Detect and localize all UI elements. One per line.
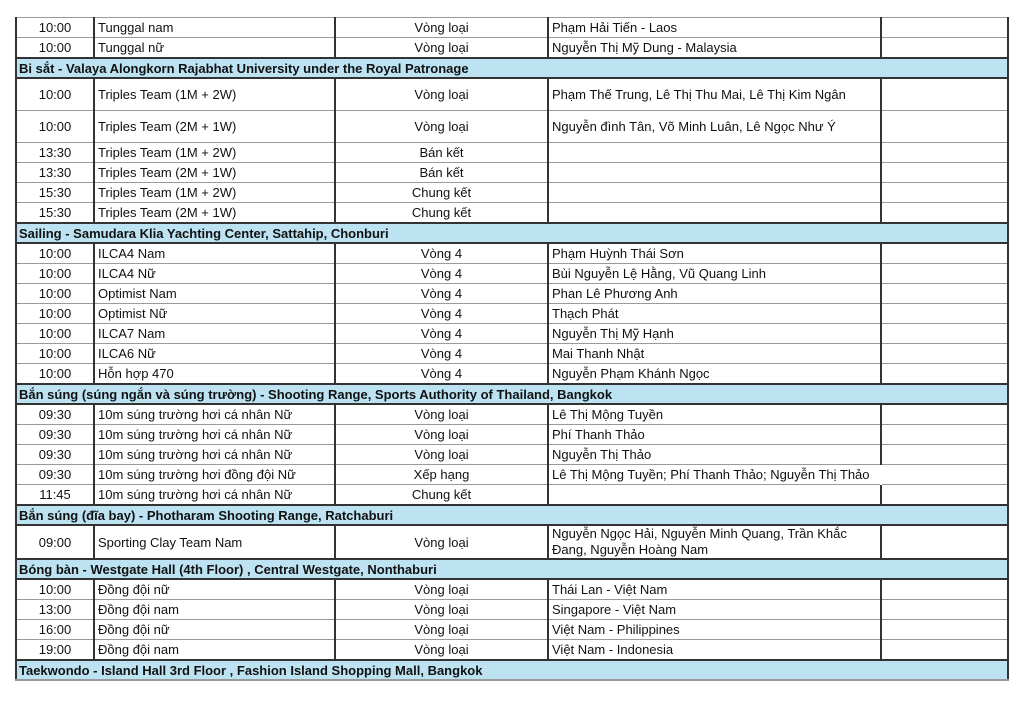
event-cell: Hỗn hợp 470 <box>94 364 335 385</box>
time-cell: 13:30 <box>16 143 94 163</box>
section-title: Bóng bàn - Westgate Hall (4th Floor) , Central Westgate, Nonthaburi <box>16 559 1008 579</box>
round-cell: Vòng loại <box>335 425 548 445</box>
time-cell: 10:00 <box>16 364 94 385</box>
time-cell: 13:30 <box>16 163 94 183</box>
round-cell: Vòng loại <box>335 38 548 59</box>
time-cell: 10:00 <box>16 243 94 264</box>
time-cell: 10:00 <box>16 344 94 364</box>
athletes-cell: Nguyễn đình Tân, Võ Minh Luân, Lê Ngọc Như Ý <box>548 111 881 143</box>
section-title: Bắn súng (đĩa bay) - Photharam Shooting Range, Ratchaburi <box>16 505 1008 525</box>
athletes-cell: Thái Lan - Việt Nam <box>548 579 881 600</box>
athletes-cell: Việt Nam - Indonesia <box>548 640 881 661</box>
section-header-table-tennis <box>16 559 1008 579</box>
note-cell <box>881 324 1008 344</box>
round-cell: Vòng loại <box>335 445 548 465</box>
event-cell: Triples Team (1M + 2W) <box>94 143 335 163</box>
time-cell: 10:00 <box>16 38 94 59</box>
round-cell: Vòng 4 <box>335 344 548 364</box>
time-cell: 10:00 <box>16 579 94 600</box>
table-row <box>16 304 1008 324</box>
athletes-cell <box>548 485 881 506</box>
event-cell: 10m súng trường hơi cá nhân Nữ <box>94 485 335 506</box>
time-cell: 09:00 <box>16 525 94 559</box>
time-cell: 10:00 <box>16 18 94 38</box>
round-cell: Vòng loại <box>335 18 548 38</box>
note-cell <box>881 620 1008 640</box>
round-cell: Vòng loại <box>335 404 548 425</box>
section-title: Sailing - Samudara Klia Yachting Center, Sattahip, Chonburi <box>16 223 1008 243</box>
round-cell: Vòng 4 <box>335 284 548 304</box>
event-cell: Tunggal nam <box>94 18 335 38</box>
table-row <box>16 264 1008 284</box>
round-cell: Vòng loại <box>335 78 548 111</box>
time-cell: 09:30 <box>16 425 94 445</box>
athletes-cell: Nguyễn Thị Mỹ Hạnh <box>548 324 881 344</box>
table-row <box>16 579 1008 600</box>
note-cell <box>881 600 1008 620</box>
table-row <box>16 485 1008 506</box>
athletes-cell: Phí Thanh Thảo <box>548 425 881 445</box>
section-header-sailing <box>16 223 1008 243</box>
time-cell: 10:00 <box>16 284 94 304</box>
athletes-cell: Phạm Huỳnh Thái Sơn <box>548 243 881 264</box>
athletes-cell: Việt Nam - Philippines <box>548 620 881 640</box>
note-cell <box>881 264 1008 284</box>
note-cell <box>881 465 1008 485</box>
time-cell: 16:00 <box>16 620 94 640</box>
note-cell <box>881 640 1008 661</box>
event-cell: Triples Team (2M + 1W) <box>94 203 335 224</box>
round-cell: Vòng loại <box>335 525 548 559</box>
round-cell: Chung kết <box>335 183 548 203</box>
table-row <box>16 163 1008 183</box>
schedule-table <box>15 17 1009 681</box>
athletes-cell: Lê Thị Mộng Tuyền <box>548 404 881 425</box>
round-cell: Vòng 4 <box>335 304 548 324</box>
athletes-cell: Phan Lê Phương Anh <box>548 284 881 304</box>
table-row <box>16 344 1008 364</box>
athletes-cell: Nguyễn Thị Thảo <box>548 445 881 465</box>
section-header-taekwondo <box>16 660 1008 680</box>
round-cell: Vòng loại <box>335 640 548 661</box>
note-cell <box>881 364 1008 385</box>
table-row <box>16 425 1008 445</box>
athletes-cell <box>548 203 881 224</box>
time-cell: 09:30 <box>16 404 94 425</box>
note-cell <box>881 38 1008 59</box>
section-header-shooting-rifle <box>16 384 1008 404</box>
table-row <box>16 404 1008 425</box>
note-cell <box>881 111 1008 143</box>
time-cell: 09:30 <box>16 465 94 485</box>
table-row <box>16 284 1008 304</box>
note-cell <box>881 579 1008 600</box>
table-row <box>16 18 1008 38</box>
table-row <box>16 324 1008 344</box>
note-cell <box>881 445 1008 465</box>
table-row <box>16 143 1008 163</box>
note-cell <box>881 203 1008 224</box>
round-cell: Vòng loại <box>335 620 548 640</box>
event-cell: 10m súng trường hơi cá nhân Nữ <box>94 404 335 425</box>
section-title: Bi sắt - Valaya Alongkorn Rajabhat University under the Royal Patronage <box>16 58 1008 78</box>
note-cell <box>881 243 1008 264</box>
athletes-cell: Phạm Thế Trung, Lê Thị Thu Mai, Lê Thị Kim Ngân <box>548 78 881 111</box>
athletes-cell <box>548 143 881 163</box>
table-row <box>16 640 1008 661</box>
table-row <box>16 364 1008 385</box>
event-cell: 10m súng trường hơi đồng đội Nữ <box>94 465 335 485</box>
note-cell <box>881 78 1008 111</box>
time-cell: 10:00 <box>16 264 94 284</box>
event-cell: Đồng đội nữ <box>94 620 335 640</box>
note-cell <box>881 18 1008 38</box>
note-cell <box>881 525 1008 559</box>
event-cell: Triples Team (2M + 1W) <box>94 111 335 143</box>
note-cell <box>881 344 1008 364</box>
round-cell: Vòng loại <box>335 600 548 620</box>
round-cell: Vòng loại <box>335 579 548 600</box>
round-cell: Vòng 4 <box>335 264 548 284</box>
round-cell: Chung kết <box>335 203 548 224</box>
athletes-cell <box>548 163 881 183</box>
event-cell: ILCA4 Nữ <box>94 264 335 284</box>
time-cell: 15:30 <box>16 183 94 203</box>
note-cell <box>881 284 1008 304</box>
table-row <box>16 78 1008 111</box>
athletes-cell: Nguyễn Phạm Khánh Ngọc <box>548 364 881 385</box>
note-cell <box>881 485 1008 506</box>
table-row <box>16 525 1008 559</box>
time-cell: 19:00 <box>16 640 94 661</box>
event-cell: ILCA6 Nữ <box>94 344 335 364</box>
event-cell: Triples Team (2M + 1W) <box>94 163 335 183</box>
athletes-cell: Lê Thị Mộng Tuyền; Phí Thanh Thảo; Nguyễn Thị Thảo <box>548 465 881 485</box>
round-cell: Vòng 4 <box>335 324 548 344</box>
time-cell: 09:30 <box>16 445 94 465</box>
section-header-petanque <box>16 58 1008 78</box>
round-cell: Chung kết <box>335 485 548 506</box>
table-row <box>16 620 1008 640</box>
table-row <box>16 243 1008 264</box>
event-cell: Sporting Clay Team Nam <box>94 525 335 559</box>
athletes-cell: Nguyễn Thị Mỹ Dung - Malaysia <box>548 38 881 59</box>
table-row <box>16 183 1008 203</box>
round-cell: Vòng 4 <box>335 364 548 385</box>
athletes-cell: Mai Thanh Nhật <box>548 344 881 364</box>
event-cell: ILCA7 Nam <box>94 324 335 344</box>
athletes-cell: Nguyễn Ngọc Hải, Nguyễn Minh Quang, Trần Khắc Đang, Nguyễn Hoàng Nam <box>548 525 881 559</box>
table-row <box>16 203 1008 224</box>
event-cell: Optimist Nữ <box>94 304 335 324</box>
time-cell: 10:00 <box>16 304 94 324</box>
time-cell: 10:00 <box>16 111 94 143</box>
round-cell: Vòng 4 <box>335 243 548 264</box>
table-row <box>16 600 1008 620</box>
table-row <box>16 111 1008 143</box>
athletes-cell: Phạm Hải Tiến - Laos <box>548 18 881 38</box>
round-cell: Xếp hạng <box>335 465 548 485</box>
event-cell: 10m súng trường hơi cá nhân Nữ <box>94 425 335 445</box>
round-cell: Bán kết <box>335 143 548 163</box>
event-cell: ILCA4 Nam <box>94 243 335 264</box>
athletes-cell: Bùi Nguyễn Lệ Hằng, Vũ Quang Linh <box>548 264 881 284</box>
note-cell <box>881 163 1008 183</box>
note-cell <box>881 183 1008 203</box>
time-cell: 10:00 <box>16 324 94 344</box>
section-title: Bắn súng (súng ngắn và súng trường) - Shooting Range, Sports Authority of Thailand, Bangkok <box>16 384 1008 404</box>
table-row <box>16 38 1008 59</box>
note-cell <box>881 304 1008 324</box>
athletes-cell: Thạch Phát <box>548 304 881 324</box>
athletes-cell: Singapore - Việt Nam <box>548 600 881 620</box>
time-cell: 11:45 <box>16 485 94 506</box>
round-cell: Bán kết <box>335 163 548 183</box>
time-cell: 10:00 <box>16 78 94 111</box>
section-title: Taekwondo - Island Hall 3rd Floor , Fashion Island Shopping Mall, Bangkok <box>16 660 1008 680</box>
athletes-cell <box>548 183 881 203</box>
note-cell <box>881 425 1008 445</box>
table-row <box>16 465 1008 485</box>
event-cell: Đồng đội nam <box>94 640 335 661</box>
event-cell: Triples Team (1M + 2W) <box>94 183 335 203</box>
event-cell: Tunggal nữ <box>94 38 335 59</box>
event-cell: 10m súng trường hơi cá nhân Nữ <box>94 445 335 465</box>
table-row <box>16 445 1008 465</box>
event-cell: Đồng đội nam <box>94 600 335 620</box>
round-cell: Vòng loại <box>335 111 548 143</box>
event-cell: Optimist Nam <box>94 284 335 304</box>
note-cell <box>881 143 1008 163</box>
event-cell: Triples Team (1M + 2W) <box>94 78 335 111</box>
section-header-shooting-clay <box>16 505 1008 525</box>
time-cell: 15:30 <box>16 203 94 224</box>
time-cell: 13:00 <box>16 600 94 620</box>
schedule-sheet <box>15 17 1007 681</box>
note-cell <box>881 404 1008 425</box>
event-cell: Đồng đội nữ <box>94 579 335 600</box>
